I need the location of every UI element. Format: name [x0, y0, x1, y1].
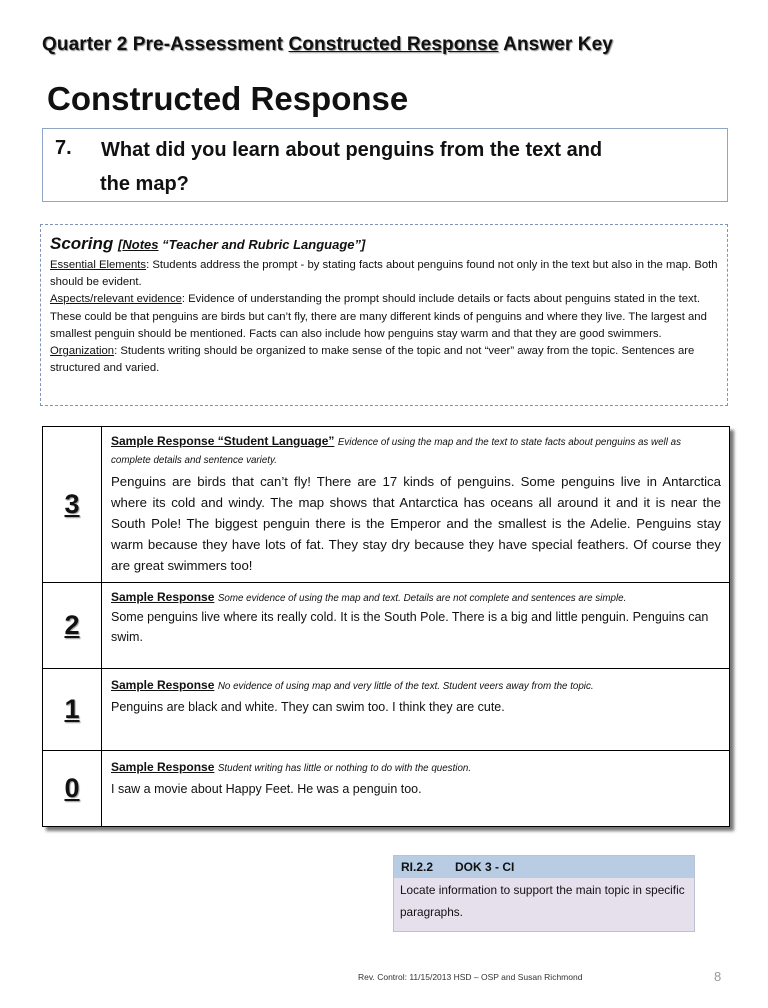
- scoring-box: [40, 224, 728, 406]
- question-number: 7.: [55, 137, 72, 159]
- document-header: [42, 34, 613, 56]
- standard-header: [394, 856, 694, 878]
- notes-open: [: [118, 237, 123, 252]
- aspects-text: : Evidence of understanding the prompt should include details or facts about penguins stated in the text. These could be that penguins are birds but can’t fly, there are many different kinds of penguins and where they live. The largest and smallest penguin should be mentioned. Facts can also include how penguins stay warm and that they are good swimmers.: [50, 293, 707, 340]
- sample-response: Penguins are black and white. They can swim too. I think they are cute.: [111, 700, 505, 714]
- score-cell: [43, 751, 102, 827]
- question-line-1: What did you learn about penguins from the text and: [101, 139, 603, 161]
- aspects-evidence: [50, 291, 719, 343]
- rubric-table: [42, 426, 730, 827]
- score-cell: [43, 427, 102, 583]
- rubric-row-0: [43, 751, 730, 827]
- sample-head: Sample Response: [111, 590, 215, 604]
- score-value: 3: [64, 489, 80, 519]
- score-value: 0: [64, 773, 80, 803]
- essential-text: : Students address the prompt - by stating facts about penguins found not only in the text but also in the map. Both should be evident.: [50, 259, 718, 289]
- scoring-title: [50, 233, 719, 256]
- sample-head: Sample Response “Student Language”: [111, 434, 335, 448]
- response-cell: [102, 669, 730, 751]
- organization: [50, 343, 719, 377]
- aspects-label: Aspects/relevant evidence: [50, 293, 182, 306]
- standard-description: Locate information to support the main topic in specific paragraphs.: [400, 883, 685, 919]
- score-value: 1: [64, 694, 80, 724]
- organization-label: Organization: [50, 345, 115, 358]
- question-box: [42, 128, 728, 202]
- sample-note: Some evidence of using the map and text. Details are not complete and sentences are simple.: [217, 593, 627, 604]
- question-line-2: the map?: [100, 173, 189, 195]
- header-prefix: Quarter 2 Pre-Assessment: [42, 34, 284, 55]
- essential-elements: [50, 257, 719, 291]
- response-cell: [102, 583, 730, 669]
- page-number: 8: [714, 969, 722, 984]
- response-cell: [102, 751, 730, 827]
- header-suffix: Answer Key: [503, 34, 613, 55]
- rubric-row-3: [43, 427, 730, 583]
- sample-response: I saw a movie about Happy Feet. He was a penguin too.: [111, 782, 422, 796]
- footer-revision: Rev. Control: 11/15/2013 HSD – OSP and Susan Richmond: [358, 972, 583, 982]
- standard-box: [393, 855, 695, 932]
- response-cell: [102, 427, 730, 583]
- sample-head: Sample Response: [111, 678, 215, 692]
- sample-head: Sample Response: [111, 760, 215, 774]
- header-underlined: Constructed Response: [288, 34, 499, 55]
- sample-note: No evidence of using map and very little of the text. Student veers away from the topic.: [217, 681, 594, 692]
- sample-response: Some penguins live where its really cold. It is the South Pole. There is a big and little penguin. Penguins can swim.: [111, 610, 709, 644]
- page-title: Constructed Response: [47, 80, 409, 117]
- rubric-row-1: [43, 669, 730, 751]
- sample-note: Student writing has little or nothing to do with the question.: [217, 763, 472, 774]
- score-value: 2: [64, 610, 80, 640]
- organization-text: : Students writing should be organized to make sense of the topic and not “veer” away from the topic. Sentences are structured and varied.: [50, 345, 695, 375]
- rubric-row-2: [43, 583, 730, 669]
- scoring-title-text: Scoring: [50, 234, 114, 253]
- sample-note: Evidence of using the map and the text to state facts about penguins as well as complete details and sentence variety.: [111, 437, 681, 466]
- score-cell: [43, 583, 102, 669]
- notes-rest: “Teacher and Rubric Language”]: [158, 237, 366, 252]
- notes-label: Notes: [122, 237, 159, 252]
- standard-code: RI.2.2: [401, 860, 434, 874]
- standard-dok: DOK 3 - CI: [455, 860, 515, 874]
- score-cell: [43, 669, 102, 751]
- essential-label: Essential Elements: [50, 259, 147, 271]
- sample-response: Penguins are birds that can’t fly! There are 17 kinds of penguins. Some penguins live in Antarctica where its cold and windy. The map shows that Antarctica has oceans all around it and it is near the South Pole! The biggest penguin there is the Emperor and the smallest is the Adelie. Penguins stay warm because they have lots of fat. They stay dry because they have special feathers. Of course they are great swimmers too!: [111, 474, 721, 573]
